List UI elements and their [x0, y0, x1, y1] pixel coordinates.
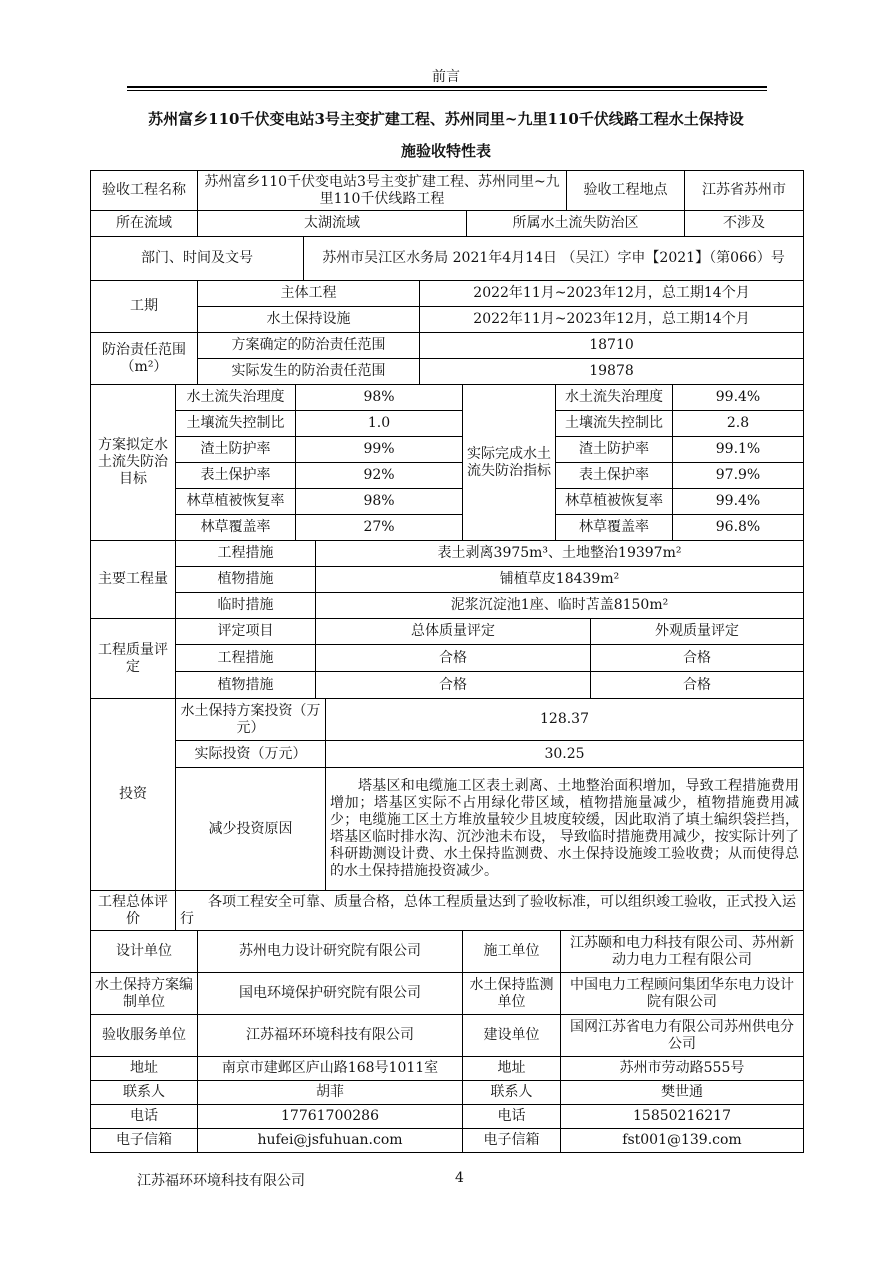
- construction-unit-label: 施工单位: [463, 931, 561, 973]
- target-plan-value: 99%: [296, 437, 463, 463]
- actual-investment-label: 实际投资（万元）: [176, 741, 326, 768]
- project-location-value: 江苏省苏州市: [685, 171, 804, 211]
- investment-table: [90, 698, 804, 931]
- project-name-label: 验收工程名称: [91, 171, 198, 211]
- service-unit-value: 江苏福环环境科技有限公司: [198, 1015, 463, 1057]
- target-actual-name: 表土保护率: [556, 463, 673, 489]
- target-name: 表土保护率: [176, 463, 296, 489]
- scope-actual-name: 实际发生的防治责任范围: [198, 359, 420, 385]
- units-table: [90, 930, 804, 1153]
- quality-label: 工程质量评定: [91, 619, 176, 699]
- approval-value: 苏州市吴江区水务局 2021年4月14日 （吴江）字申【2021】（第066）号: [304, 237, 804, 281]
- zone-label: 所属水土流失防治区: [467, 211, 685, 237]
- target-actual-value: 97.9%: [673, 463, 804, 489]
- period-main-name: 主体工程: [198, 281, 420, 307]
- owner-phone-value: 15850216217: [561, 1105, 804, 1129]
- project-info-table: [90, 170, 804, 281]
- target-plan-value: 98%: [296, 385, 463, 411]
- design-unit-value: 苏州电力设计研究院有限公司: [198, 931, 463, 973]
- owner-contact-value: 樊世通: [561, 1081, 804, 1105]
- monitor-unit-label: 水土保持监测单位: [463, 973, 561, 1015]
- period-scope-table: [90, 280, 804, 385]
- quality-head-item: 评定项目: [176, 619, 316, 645]
- design-unit-label: 设计单位: [91, 931, 198, 973]
- target-name: 土壤流失控制比: [176, 411, 296, 437]
- phone-label: 电话: [91, 1105, 198, 1129]
- scope-actual-value: 19878: [420, 359, 804, 385]
- quality-head-overall: 总体质量评定: [316, 619, 591, 645]
- target-actual-name: 渣土防护率: [556, 437, 673, 463]
- target-plan-value: 27%: [296, 515, 463, 541]
- plan-targets-label: 方案拟定水土流失防治目标: [91, 385, 176, 541]
- service-unit-label: 验收服务单位: [91, 1015, 198, 1057]
- quantities-label: 主要工程量: [91, 541, 176, 619]
- construction-unit-value: 江苏颐和电力科技有限公司、苏州新动力电力工程有限公司: [561, 931, 804, 973]
- targets-table: [90, 384, 804, 541]
- period-main-value: 2022年11月~2023年12月，总工期14个月: [420, 281, 804, 307]
- plan-unit-label: 水土保持方案编制单位: [91, 973, 198, 1015]
- acceptance-table: [90, 170, 803, 1152]
- email-value: hufei@jsfuhuan.com: [198, 1129, 463, 1153]
- quantity-name: 植物措施: [176, 567, 316, 593]
- scope-plan-value: 18710: [420, 333, 804, 359]
- contact-label: 联系人: [91, 1081, 198, 1105]
- running-header: 前言: [432, 69, 460, 85]
- owner-email-value: fst001@139.com: [561, 1129, 804, 1153]
- quality-appearance-value: 合格: [591, 645, 804, 672]
- target-name: 渣土防护率: [176, 437, 296, 463]
- quality-item-name: 工程措施: [176, 645, 316, 672]
- target-actual-value: 99.4%: [673, 385, 804, 411]
- target-actual-value: 2.8: [673, 411, 804, 437]
- project-location-label: 验收工程地点: [567, 171, 685, 211]
- target-name: 林草覆盖率: [176, 515, 296, 541]
- quality-head-appearance: 外观质量评定: [591, 619, 804, 645]
- basin-label: 所在流域: [91, 211, 198, 237]
- overall-evaluation-label: 工程总体评价: [91, 891, 176, 931]
- project-name-value: 苏州富乡110千伏变电站3号主变扩建工程、苏州同里~九里110千伏线路工程: [198, 171, 567, 211]
- owner-phone-label: 电话: [463, 1105, 561, 1129]
- target-actual-name: 土壤流失控制比: [556, 411, 673, 437]
- quantity-value: 铺植草皮18439m²: [316, 567, 804, 593]
- owner-email-label: 电子信箱: [463, 1129, 561, 1153]
- phone-value: 17761700286: [198, 1105, 463, 1129]
- target-plan-value: 92%: [296, 463, 463, 489]
- approval-label: 部门、时间及文号: [91, 237, 304, 281]
- page-number: 4: [455, 1170, 464, 1186]
- quality-overall-value: 合格: [316, 645, 591, 672]
- target-plan-value: 1.0: [296, 411, 463, 437]
- header-rule-thick: [127, 86, 767, 88]
- zone-value: 不涉及: [685, 211, 804, 237]
- plan-unit-value: 国电环境保护研究院有限公司: [198, 973, 463, 1015]
- address-label: 地址: [91, 1057, 198, 1081]
- scope-plan-name: 方案确定的防治责任范围: [198, 333, 420, 359]
- plan-investment-label: 水土保持方案投资（万元）: [176, 699, 326, 741]
- owner-address-value: 苏州市劳动路555号: [561, 1057, 804, 1081]
- quality-item-name: 植物措施: [176, 672, 316, 699]
- target-actual-name: 水土流失治理度: [556, 385, 673, 411]
- table-title-line2: 施验收特性表: [400, 142, 491, 160]
- quantities-quality-table: [90, 540, 804, 699]
- owner-contact-label: 联系人: [463, 1081, 561, 1105]
- target-name: 水土流失治理度: [176, 385, 296, 411]
- header-rule-thin: [127, 90, 767, 91]
- period-swc-value: 2022年11月~2023年12月，总工期14个月: [420, 307, 804, 333]
- quantity-value: 泥浆沉淀池1座、临时苫盖8150m²: [316, 593, 804, 619]
- actual-targets-label: 实际完成水土流失防治指标: [463, 385, 556, 541]
- quantity-name: 临时措施: [176, 593, 316, 619]
- owner-unit-label: 建设单位: [463, 1015, 561, 1057]
- target-actual-value: 99.4%: [673, 489, 804, 515]
- quality-overall-value: 合格: [316, 672, 591, 699]
- owner-unit-value: 国网江苏省电力有限公司苏州供电分公司: [561, 1015, 804, 1057]
- target-actual-name: 林草覆盖率: [556, 515, 673, 541]
- owner-address-label: 地址: [463, 1057, 561, 1081]
- email-label: 电子信箱: [91, 1129, 198, 1153]
- target-name: 林草植被恢复率: [176, 489, 296, 515]
- target-plan-value: 98%: [296, 489, 463, 515]
- monitor-unit-value: 中国电力工程顾问集团华东电力设计院有限公司: [561, 973, 804, 1015]
- address-value: 南京市建邺区庐山路168号1011室: [198, 1057, 463, 1081]
- reduction-reason-label: 减少投资原因: [176, 768, 326, 891]
- investment-label: 投资: [91, 699, 176, 891]
- footer-company: 江苏福环环境科技有限公司: [137, 1173, 305, 1189]
- period-swc-name: 水土保持设施: [198, 307, 420, 333]
- basin-value: 太湖流域: [198, 211, 467, 237]
- target-actual-value: 99.1%: [673, 437, 804, 463]
- quality-appearance-value: 合格: [591, 672, 804, 699]
- reduction-reason-text: 塔基区和电缆施工区表土剥离、土地整治面积增加，导致工程措施费用增加；塔基区实际不占用绿化带区域，植物措施量减少，植物措施费用减少；电缆施工区土方堆放量较少且坡度较缓，因此取消了填土编织袋拦挡，塔基区临时排水沟、沉沙池未布设， 导致临时措施费用减少，按实际计列了科研勘测设计费、水土保持监测费、水土保持设施竣工验收费；从而使得总的水土保持措施投资减少。: [326, 768, 804, 891]
- period-label: 工期: [91, 281, 198, 333]
- plan-investment-value: 128.37: [326, 699, 804, 741]
- scope-label: 防治责任范围（m²）: [91, 333, 198, 385]
- actual-investment-value: 30.25: [326, 741, 804, 768]
- overall-evaluation-text: 各项工程安全可靠、质量合格，总体工程质量达到了验收标准，可以组织竣工验收，正式投入运行: [176, 891, 804, 931]
- quantity-name: 工程措施: [176, 541, 316, 567]
- table-title-line1: 苏州富乡110千伏变电站3号主变扩建工程、苏州同里~九里110千伏线路工程水土保持设: [148, 110, 744, 128]
- target-actual-name: 林草植被恢复率: [556, 489, 673, 515]
- contact-value: 胡菲: [198, 1081, 463, 1105]
- quantity-value: 表土剥离3975m³、土地整治19397m²: [316, 541, 804, 567]
- target-actual-value: 96.8%: [673, 515, 804, 541]
